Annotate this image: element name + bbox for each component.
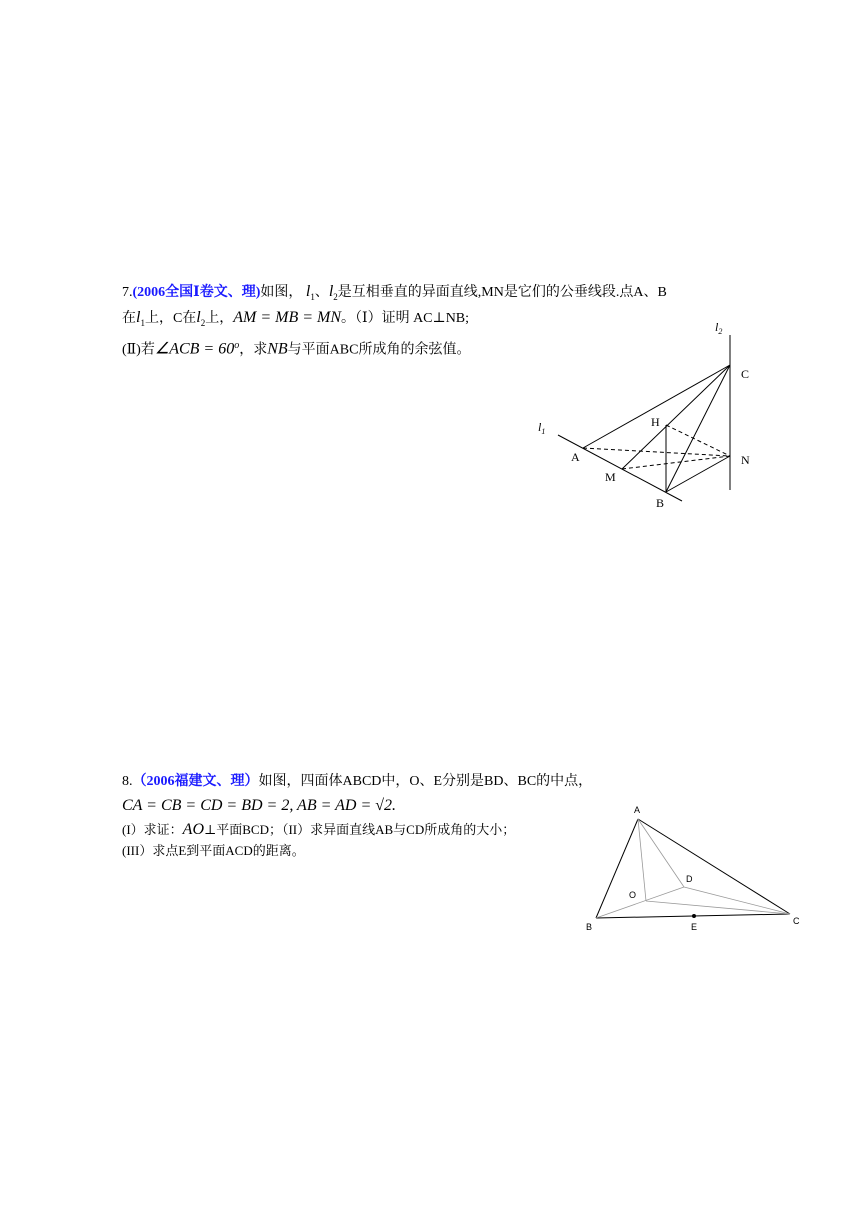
problem7-text: 。（Ⅰ）证明 AC⊥NB; xyxy=(341,311,470,326)
problem8-text: (III）求点E到平面ACD的距离。 xyxy=(122,843,305,858)
figure-skew-lines xyxy=(530,315,770,515)
problem8-line1 xyxy=(122,772,592,792)
edge-bd xyxy=(596,887,684,918)
problem8-number: 8. xyxy=(122,774,133,789)
l1-subscript: 1 xyxy=(310,291,315,302)
problem7-text: (Ⅱ)若 xyxy=(122,342,155,358)
segment-an-dashed xyxy=(583,448,730,456)
problem8-text: 如图，四面体ABCD中，O、E分别是BD、BC的中点， xyxy=(258,774,593,789)
segment-nb: NB xyxy=(267,340,288,358)
edge-ab xyxy=(596,819,638,918)
problem8-text: (I）求证： xyxy=(122,822,183,837)
problem7-text: 上， xyxy=(205,311,234,326)
segment-mn-dashed xyxy=(622,456,730,469)
segment-hn-dashed xyxy=(666,425,730,456)
problem7-line2 xyxy=(122,308,469,333)
label-c: C xyxy=(741,367,750,381)
problem8-text: ⊥平面BCD；（II）求异面直线AB与CD所成角的大小； xyxy=(204,822,516,837)
l1-symbol: l xyxy=(136,309,141,326)
l2-subscript: 2 xyxy=(333,291,338,302)
angle-acb: ∠ACB = 60 xyxy=(154,340,235,358)
label-a: A xyxy=(571,450,580,464)
problem7-text: 在 xyxy=(122,311,136,326)
label-b: B xyxy=(656,496,665,510)
label-l2: $l_2$ xyxy=(715,320,723,336)
point-e xyxy=(692,914,696,918)
label-d: D xyxy=(686,874,693,884)
degree-superscript: o xyxy=(234,340,240,351)
label-c: C xyxy=(793,916,800,926)
label-l1: $l_1$ xyxy=(538,420,546,436)
equation-lengths: CA = CB = CD = BD = 2, AB = AD = √2. xyxy=(122,797,397,814)
label-e: E xyxy=(691,922,698,932)
problem7-text: ，求 xyxy=(239,342,268,358)
label-m: M xyxy=(605,470,616,484)
segment-ao: AO xyxy=(182,821,204,838)
problem8-line2 xyxy=(122,796,396,817)
problem7-text: 如图， xyxy=(260,285,303,300)
line-l1 xyxy=(558,435,682,501)
problem7-text: 与平面ABC所成角的余弦值。 xyxy=(287,342,471,358)
l1-subscript: 1 xyxy=(140,317,145,328)
problem7-source: (2006全国Ⅰ卷文、理) xyxy=(132,285,261,300)
problem7-text: 上，C在 xyxy=(144,311,197,326)
segment-bc xyxy=(666,365,730,492)
l2-symbol: l xyxy=(196,309,201,326)
label-h: H xyxy=(651,415,660,429)
problem7-text: 是互相垂直的异面直线,MN是它们的公垂线段.点A、B xyxy=(337,285,667,300)
l1-symbol: l xyxy=(305,283,311,300)
label-b: B xyxy=(586,922,593,932)
label-a: A xyxy=(634,805,641,815)
problem7-line3 xyxy=(122,336,470,361)
equation-am-mb-mn: AM = MB = MN xyxy=(233,309,342,326)
edge-ad xyxy=(638,819,684,887)
problem8-line4 xyxy=(122,841,305,861)
edge-ac xyxy=(638,819,790,914)
problem8-line3 xyxy=(122,820,515,840)
label-o: O xyxy=(629,890,637,900)
segment-oc xyxy=(646,901,790,914)
label-n: N xyxy=(741,453,750,467)
separator: 、 xyxy=(314,285,329,300)
l2-subscript: 2 xyxy=(200,317,206,328)
edge-cd xyxy=(684,887,790,914)
problem8-source: （2006福建文、理） xyxy=(132,774,259,789)
problem7-number: 7. xyxy=(122,285,133,300)
segment-ao xyxy=(638,819,646,901)
figure-tetrahedron xyxy=(580,800,810,940)
l2-symbol: l xyxy=(328,283,334,300)
problem7-line1 xyxy=(122,282,667,307)
